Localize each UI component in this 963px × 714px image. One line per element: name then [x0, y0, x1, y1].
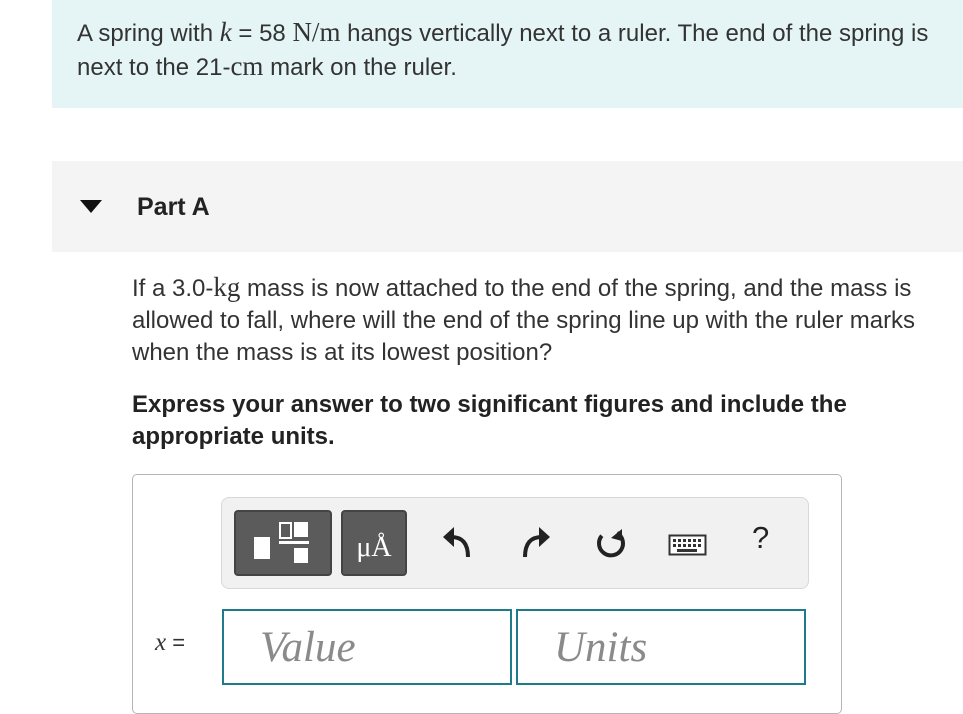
answer-box	[132, 474, 842, 714]
reset-icon[interactable]	[593, 526, 629, 562]
answer-instruction: Express your answer to two significant figures and include the appropriate units.	[132, 391, 847, 450]
units-icon: μÅ	[356, 532, 392, 563]
unit-newton-per-meter: N/m	[292, 17, 341, 47]
redo-icon[interactable]	[518, 524, 552, 560]
unit-kilogram: kg	[213, 272, 241, 302]
part-title: Part A	[137, 193, 210, 221]
value-input[interactable]	[224, 611, 510, 683]
collapse-caret-icon[interactable]	[80, 200, 102, 213]
units-input[interactable]	[518, 611, 804, 683]
units-field[interactable]	[516, 609, 806, 685]
undo-icon[interactable]	[441, 524, 475, 560]
problem-statement	[52, 0, 963, 108]
value-field[interactable]	[222, 609, 512, 685]
units-button[interactable]	[341, 510, 407, 576]
answer-variable-label	[155, 629, 185, 657]
answer-variable: x	[155, 629, 167, 656]
templates-button[interactable]	[234, 510, 332, 576]
keyboard-icon[interactable]	[668, 534, 708, 558]
equals-sign: =	[166, 630, 186, 655]
math-toolbar	[221, 497, 809, 589]
intro-text-4: mark on the ruler.	[263, 54, 457, 81]
spring-constant-variable: k	[219, 17, 232, 47]
intro-text-3: hangs vertically next to a ruler. The end of the spring is next to the 21-	[77, 20, 929, 81]
intro-text-1: A spring with	[77, 20, 220, 47]
question-text-1: If a 3.0-	[132, 275, 214, 302]
part-a-header[interactable]	[52, 161, 963, 252]
intro-text-2: = 58	[231, 20, 293, 47]
help-icon[interactable]: ?	[752, 520, 770, 555]
question-text-2: mass is now attached to the end of the spring, and the mass is allowed to fall, where will the end of the spring line up with the ruler marks when the mass is at its lowest position?	[132, 275, 916, 366]
templates-icon	[236, 512, 330, 574]
question-text	[132, 271, 962, 369]
unit-centimeter: cm	[230, 51, 264, 81]
